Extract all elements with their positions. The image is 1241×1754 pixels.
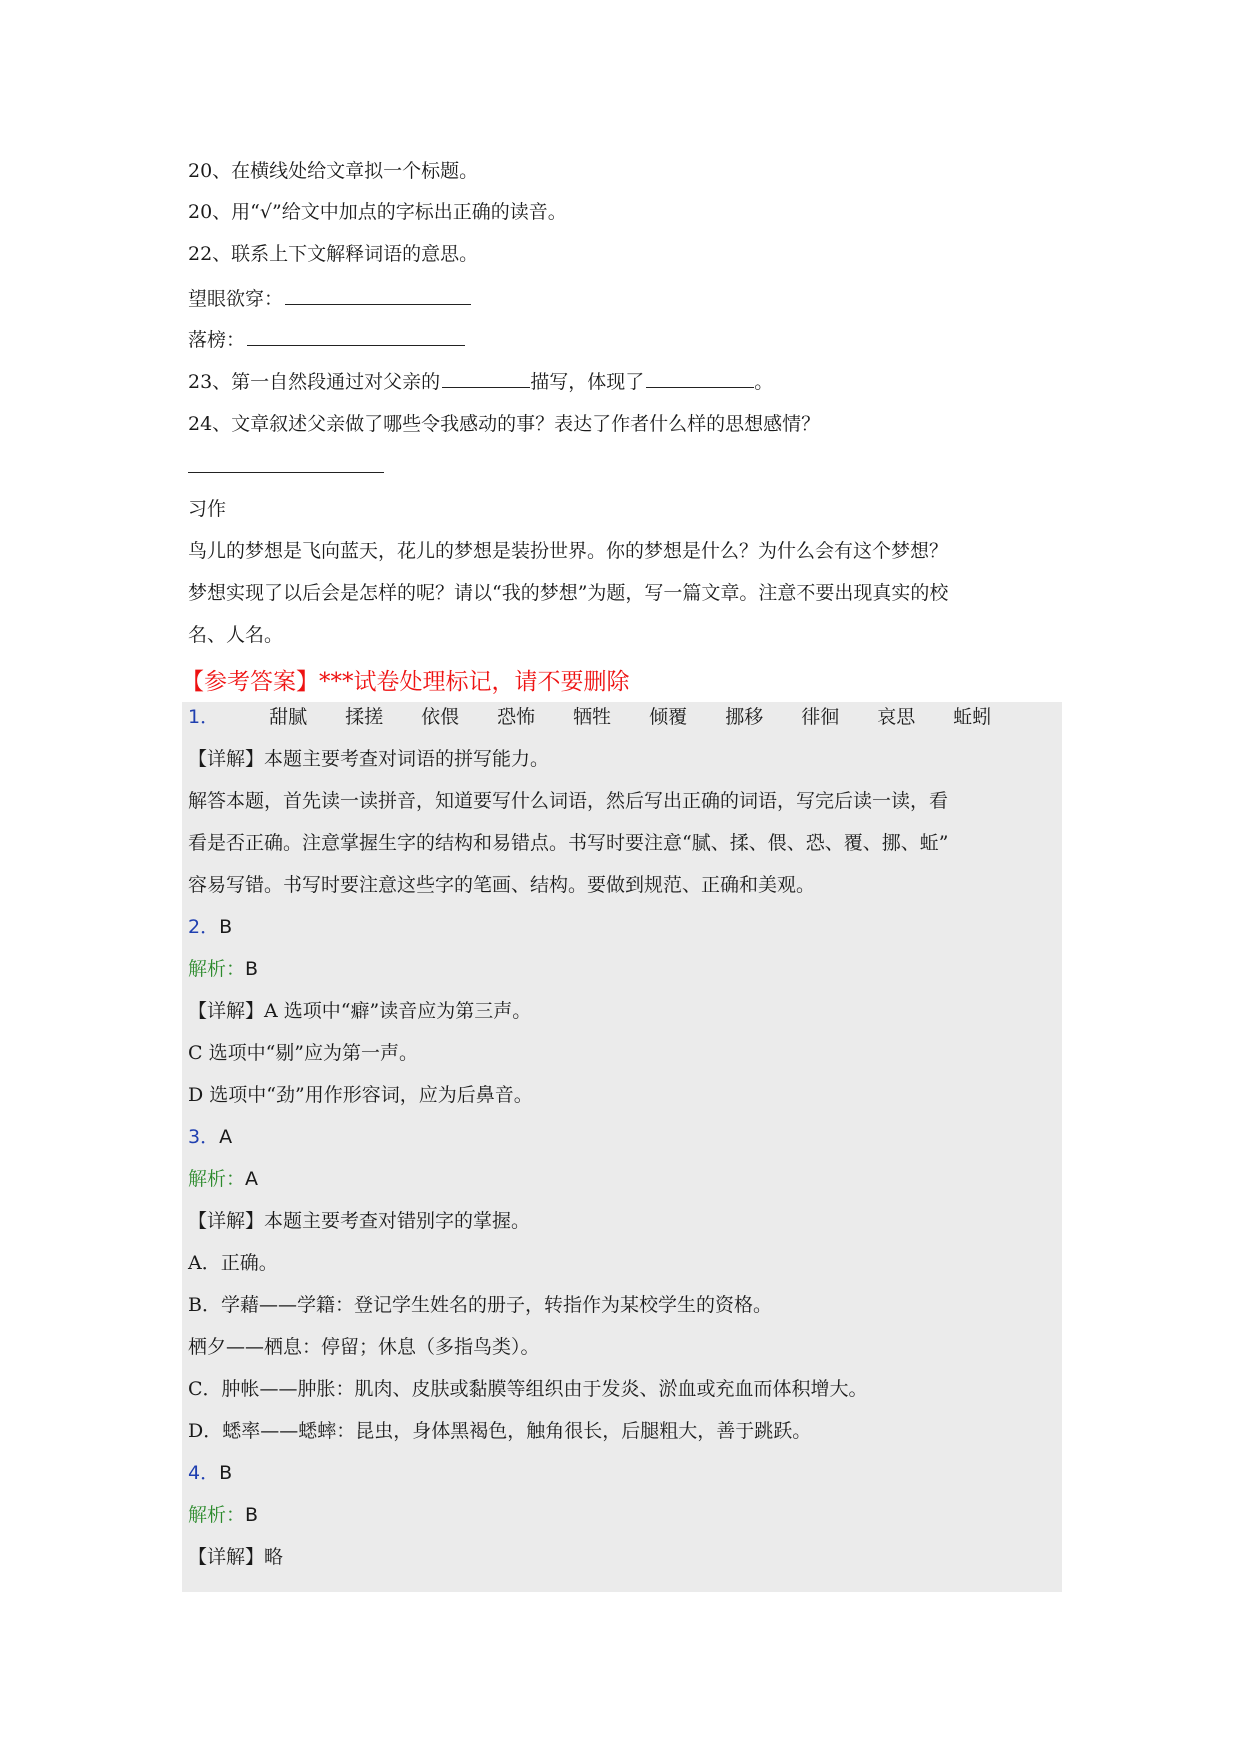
answer-1-detail: 【详解】本题主要考查对词语的拼写能力。: [188, 748, 550, 770]
answer-word: 倾覆: [649, 706, 688, 728]
answer-word: 恐怖: [497, 706, 536, 728]
answer-blank[interactable]: [442, 367, 530, 388]
answer-1-explain: 容易写错。书写时要注意这些字的笔画、结构。要做到规范、正确和美观。: [188, 874, 816, 896]
question-22-word2: [188, 325, 465, 354]
answer-1-row: [188, 703, 1029, 731]
answer-choice: A: [219, 1126, 233, 1148]
question-20a: 20、在横线处给文章拟一个标题。: [188, 160, 479, 182]
answer-word: 甜腻: [269, 706, 308, 728]
answer-word: 依偎: [421, 706, 460, 728]
answer-word: 挪移: [725, 706, 764, 728]
answer-word: 徘徊: [801, 706, 840, 728]
answer-3-detail: 栖夕——栖息：停留；休息（多指鸟类）。: [188, 1336, 540, 1358]
answer-4-row: [188, 1459, 232, 1487]
answer-3-analysis: [188, 1165, 258, 1193]
question-23: [188, 367, 773, 396]
answer-4-analysis: [188, 1501, 258, 1529]
answer-2-detail: 【详解】A 选项中“癖”读音应为第三声。: [188, 1000, 532, 1022]
answer-2-analysis: [188, 955, 258, 983]
answer-word: 揉搓: [345, 706, 384, 728]
q23-part-c: 。: [754, 371, 774, 393]
analysis-value: B: [245, 1504, 259, 1526]
analysis-value: A: [245, 1168, 259, 1190]
answer-3-detail: A．正确。: [188, 1252, 278, 1274]
answer-blank[interactable]: [285, 284, 471, 305]
answer-blank[interactable]: [646, 367, 754, 388]
answer-4-detail: 【详解】略: [188, 1546, 284, 1568]
writing-line: 名、人名。: [188, 624, 284, 646]
answer-section-title: 【参考答案】***试卷处理标记，请不要删除: [181, 669, 630, 695]
answer-2-detail: D 选项中“劲”用作形容词，应为后鼻音。: [188, 1084, 533, 1106]
answer-2-row: [188, 913, 232, 941]
word2-label: 落榜：: [188, 329, 246, 351]
answer-1-explain: 解答本题，首先读一读拼音，知道要写什么词语，然后写出正确的词语，写完后读一读，看: [188, 790, 949, 812]
question-20b: 20、用“√”给文中加点的字标出正确的读音。: [188, 201, 567, 223]
answer-number: 1．: [188, 706, 220, 728]
writing-line: 梦想实现了以后会是怎样的呢？请以“我的梦想”为题，写一篇文章。注意不要出现真实的校: [188, 582, 949, 604]
answer-3-detail: B．学藉——学籍：登记学生姓名的册子，转指作为某校学生的资格。: [188, 1294, 772, 1316]
answer-blank[interactable]: [247, 325, 465, 346]
word1-label: 望眼欲穿：: [188, 288, 284, 310]
answer-word: 哀思: [877, 706, 916, 728]
question-22: 22、联系上下文解释词语的意思。: [188, 243, 479, 265]
q23-part-b: 描写，体现了: [530, 371, 645, 393]
answer-word: 牺牲: [573, 706, 612, 728]
analysis-label: 解析：: [188, 958, 246, 980]
answer-blank[interactable]: [188, 472, 384, 473]
analysis-label: 解析：: [188, 1168, 246, 1190]
question-24: 24、文章叙述父亲做了哪些令我感动的事？表达了作者什么样的思想感情？: [188, 413, 821, 435]
answer-number: 3．: [188, 1126, 220, 1148]
writing-line: 鸟儿的梦想是飞向蓝天，花儿的梦想是装扮世界。你的梦想是什么？为什么会有这个梦想？: [188, 540, 949, 562]
analysis-value: B: [245, 958, 259, 980]
answer-3-detail: D．蟋率——蟋蟀：昆虫，身体黑褐色，触角很长，后腿粗大，善于跳跃。: [188, 1420, 812, 1442]
answer-choice: B: [219, 916, 233, 938]
question-22-word1: [188, 284, 471, 313]
answer-1-explain: 看是否正确。注意掌握生字的结构和易错点。书写时要注意“腻、揉、偎、恐、覆、挪、蚯”: [188, 832, 949, 854]
answer-2-detail: C 选项中“剔”应为第一声。: [188, 1042, 419, 1064]
answer-3-detail: 【详解】本题主要考查对错别字的掌握。: [188, 1210, 531, 1232]
answer-choice: B: [219, 1462, 233, 1484]
answer-word: 蚯蚓: [953, 706, 992, 728]
answer-number: 2．: [188, 916, 220, 938]
answer-3-row: [188, 1123, 232, 1151]
answer-number: 4．: [188, 1462, 220, 1484]
writing-heading: 习作: [188, 498, 227, 520]
analysis-label: 解析：: [188, 1504, 246, 1526]
q23-part-a: 23、第一自然段通过对父亲的: [188, 371, 441, 393]
answer-3-detail: C．肿帐——肿胀：肌肉、皮肤或黏膜等组织由于发炎、淤血或充血而体积增大。: [188, 1378, 868, 1400]
